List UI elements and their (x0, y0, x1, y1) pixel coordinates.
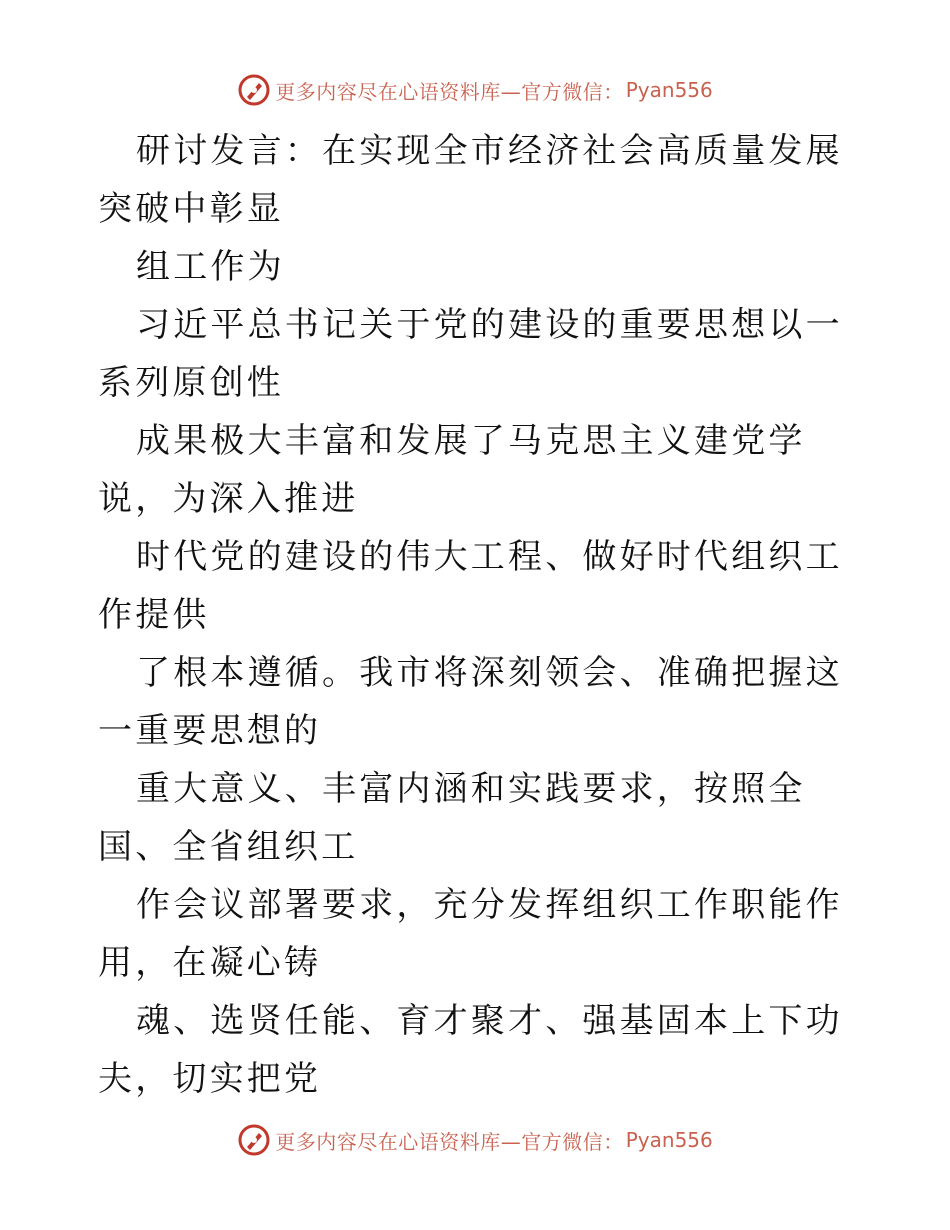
watermark-contact: Pyan556 (625, 1128, 713, 1152)
paragraph: 魂、选贤任能、育才聚才、强基固本上下功夫，切实把党 (98, 1001, 843, 1099)
document-body (98, 122, 858, 1108)
watermark-text: 更多内容尽在心语资料库—官方微信： (275, 79, 624, 104)
paragraph: 了根本遵循。我市将深刻领会、准确把握这一重要思想的 (98, 653, 843, 751)
footer-watermark (0, 1122, 950, 1158)
paragraph: 成果极大丰富和发展了马克思主义建党学说，为深入推进 (98, 421, 806, 519)
header-watermark (0, 72, 950, 108)
paragraph: 重大意义、丰富内涵和实践要求，按照全国、全省组织工 (98, 769, 806, 867)
paragraph: 作会议部署要求，充分发挥组织工作职能作用，在凝心铸 (98, 885, 843, 983)
paragraph: 组工作为 (136, 247, 285, 287)
paragraph: 研讨发言：在实现全市经济社会高质量发展突破中彰显 (98, 131, 843, 229)
paragraph: 时代党的建设的伟大工程、做好时代组织工作提供 (98, 537, 843, 635)
paragraph: 习近平总书记关于党的建设的重要思想以一系列原创性 (98, 305, 843, 403)
watermark-text: 更多内容尽在心语资料库—官方微信： (275, 1129, 624, 1154)
pen-seal-icon (237, 1123, 271, 1157)
watermark-contact: Pyan556 (625, 78, 713, 102)
pen-seal-icon (237, 73, 271, 107)
